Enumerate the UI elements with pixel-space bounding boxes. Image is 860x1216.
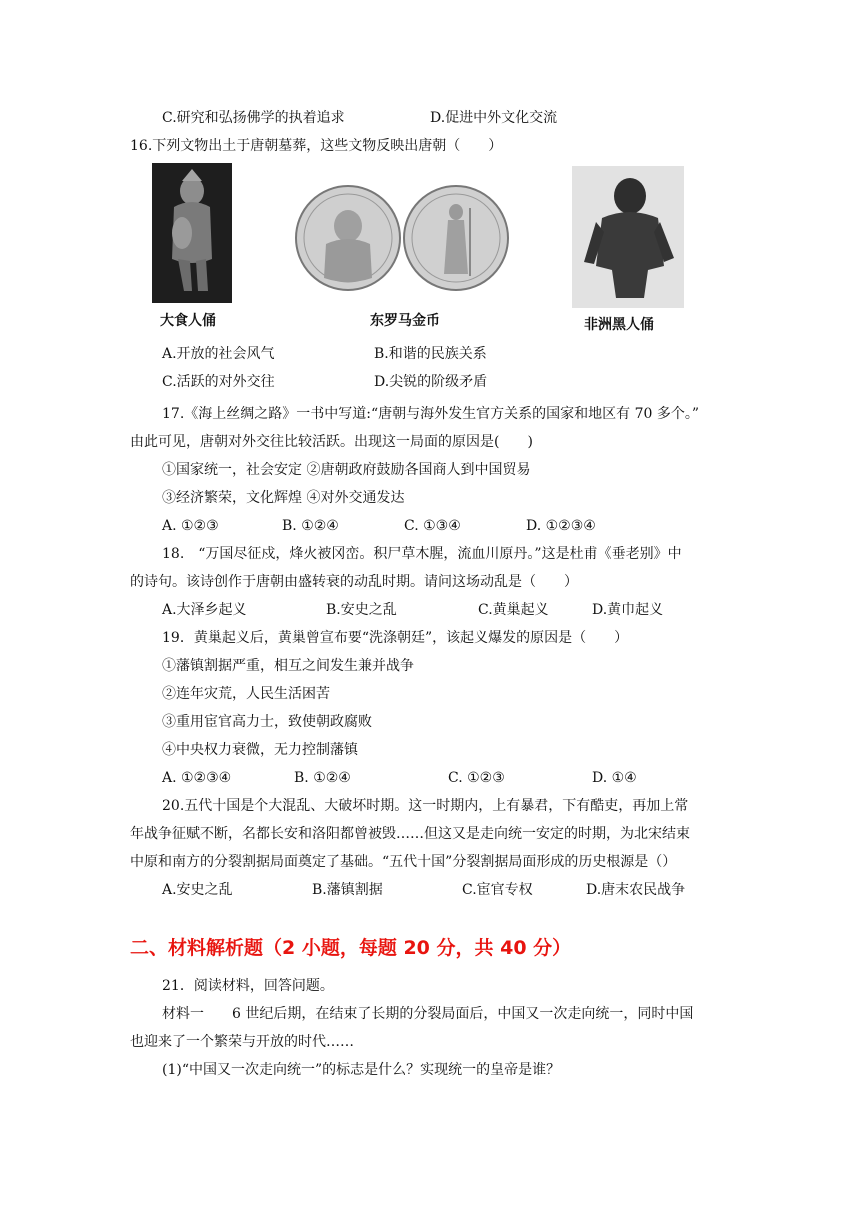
q19-option-d: D. ①④ [592, 770, 637, 786]
q17-option-a: A. ①②③ [162, 518, 219, 534]
q20-stem-line-3: 中原和南方的分裂割据局面奠定了基础。“五代十国”分裂割据局面形成的历史根源是（） [130, 854, 677, 870]
q19-item-3: ③重用宦官高力士，致使朝政腐败 [162, 714, 372, 730]
q19-stem: 19．黄巢起义后，黄巢曾宣布要“洗涤朝廷”，该起义爆发的原因是（ ） [162, 630, 629, 646]
q15-option-c: C.研究和弘扬佛学的执着追求 [162, 110, 345, 126]
q21-sub-question-1: (1)“中国又一次走向统一”的标志是什么？实现统一的皇帝是谁？ [162, 1062, 561, 1078]
q20-option-d: D.唐末农民战争 [586, 882, 686, 898]
q20-option-c: C.宦官专权 [462, 882, 533, 898]
q18-option-d: D.黄巾起义 [592, 602, 664, 618]
q21-stem: 21．阅读材料，回答问题。 [162, 978, 334, 994]
q19-item-2: ②连年灾荒，人民生活困苦 [162, 686, 330, 702]
caption-african-figurine: 非洲黑人俑 [584, 317, 654, 333]
caption-dashi-figurine: 大食人俑 [160, 313, 216, 329]
q16-option-b: B.和谐的民族关系 [374, 346, 487, 362]
q18-option-a: A.大泽乡起义 [162, 602, 247, 618]
q19-option-a: A. ①②③④ [162, 770, 232, 786]
q17-stem-line-1: 17.《海上丝绸之路》一书中写道:“唐朝与海外发生官方关系的国家和地区有 70 多个。” [162, 406, 700, 422]
q18-stem-line-2: 的诗句。该诗创作于唐朝由盛转衰的动乱时期。请问这场动乱是（ ） [130, 574, 578, 590]
q18-option-c: C.黄巢起义 [478, 602, 549, 618]
q21-material-line-1: 材料一 6 世纪后期，在结束了长期的分裂局面后，中国又一次走向统一，同时中国 [162, 1006, 694, 1022]
q21-material-line-2: 也迎来了一个繁荣与开放的时代…… [130, 1034, 354, 1050]
q20-option-b: B.藩镇割据 [312, 882, 383, 898]
q20-stem-line-1: 20.五代十国是个大混乱、大破坏时期。这一时期内，上有暴君，下有酷吏，再加上常 [162, 798, 689, 814]
dashi-figurine-image [152, 163, 232, 303]
q18-option-b: B.安史之乱 [326, 602, 397, 618]
q19-option-b: B. ①②④ [294, 770, 351, 786]
q20-option-a: A.安史之乱 [162, 882, 233, 898]
q16-option-d: D.尖锐的阶级矛盾 [374, 374, 488, 390]
q16-option-a: A.开放的社会风气 [162, 346, 275, 362]
q17-option-d: D. ①②③④ [526, 518, 596, 534]
q15-option-d: D.促进中外文化交流 [430, 110, 558, 126]
q20-stem-line-2: 年战争征赋不断，名都长安和洛阳都曾被毁……但这又是走向统一安定的时期，为北宋结束 [130, 826, 690, 842]
q17-item-2: ③经济繁荣，文化辉煌 ④对外交通发达 [162, 490, 405, 506]
q19-option-c: C. ①②③ [448, 770, 505, 786]
q16-option-c: C.活跃的对外交往 [162, 374, 275, 390]
caption-byzantine-coins: 东罗马金币 [370, 313, 440, 329]
q19-item-4: ④中央权力衰微，无力控制藩镇 [162, 742, 358, 758]
q19-item-1: ①藩镇割据严重，相互之间发生兼并战争 [162, 658, 414, 674]
q17-item-1: ①国家统一，社会安定 ②唐朝政府鼓励各国商人到中国贸易 [162, 462, 531, 478]
section-2-heading: 二、材料解析题（2 小题，每题 20 分，共 40 分） [130, 937, 572, 959]
q17-stem-line-2: 由此可见，唐朝对外交往比较活跃。出现这一局面的原因是( ) [130, 434, 533, 450]
african-figurine-image [572, 166, 684, 308]
q18-stem-line-1: 18. “万国尽征戍，烽火被冈峦。积尸草木腥，流血川原丹。”这是杜甫《垂老别》中 [162, 546, 682, 562]
q17-option-c: C. ①③④ [404, 518, 461, 534]
q16-stem: 16.下列文物出土于唐朝墓葬，这些文物反映出唐朝（ ） [130, 138, 503, 154]
byzantine-coins-image [292, 178, 512, 298]
q17-option-b: B. ①②④ [282, 518, 339, 534]
